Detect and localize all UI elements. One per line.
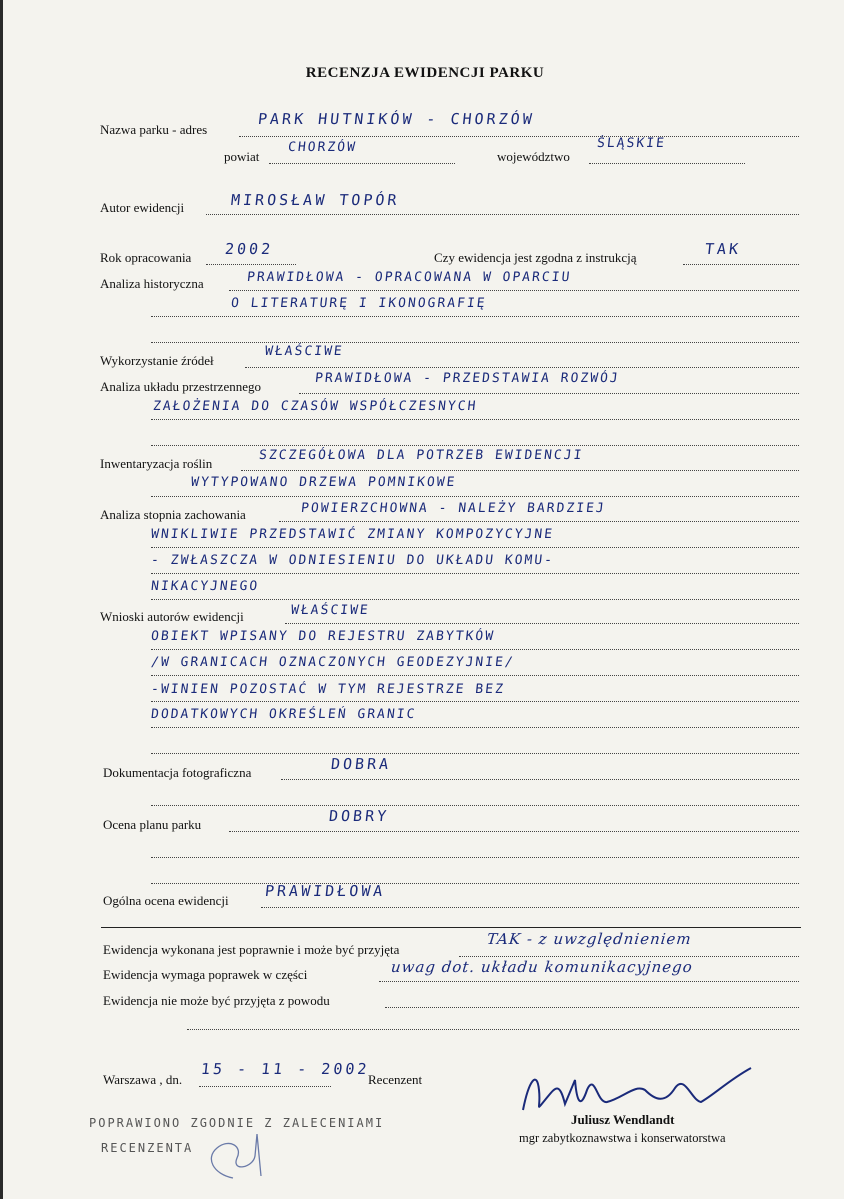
rejected-line-2: [187, 1029, 799, 1030]
reviewer-signature: [515, 1060, 765, 1120]
form-title: RECENZJA EWIDENCJI PARKU: [305, 65, 545, 81]
spatial-line-3: [151, 445, 799, 446]
conclusions-line-5: [151, 753, 799, 754]
historical-label: Analiza historyczna: [100, 276, 204, 291]
author-line: [206, 214, 799, 215]
historical-value-1: PRAWIDŁOWA - OPRACOWANA W OPARCIU: [246, 270, 573, 285]
compliance-line: [683, 264, 799, 265]
year-line: [206, 264, 296, 265]
spatial-value-1: PRAWIDŁOWA - PRZEDSTAWIA ROZWÓJ: [314, 371, 621, 386]
voivodeship-line: [589, 163, 745, 164]
corrections-value: uwag dot. układu komunikacyjnego: [390, 958, 694, 976]
photo-value: DOBRA: [330, 755, 393, 773]
plants-line-1: [241, 470, 799, 471]
place-date-label: Warszawa , dn.: [103, 1072, 183, 1087]
pencil-note-line-2: RECENZENTA: [101, 1141, 194, 1155]
plan-line-2: [151, 857, 799, 858]
plants-label: Inwentaryzacja roślin: [100, 456, 213, 471]
pencil-initials-mark: [203, 1128, 267, 1182]
preservation-line-3: [151, 573, 799, 574]
district-label: powiat: [224, 149, 260, 164]
spatial-label: Analiza układu przestrzennego: [100, 379, 261, 394]
conclusions-value-3: -WINIEN POZOSTAĆ W TYM REJESTRZE BEZ: [150, 682, 506, 697]
date-value: 15 - 11 - 2002: [200, 1060, 371, 1078]
reviewer-name: Juliusz Wendlandt: [571, 1112, 675, 1127]
sources-line: [245, 367, 799, 368]
author-value: MIROSŁAW TOPÓR: [230, 191, 401, 209]
photo-line-1: [281, 779, 799, 780]
plants-value-2: WYTYPOWANO DRZEWA POMNIKOWE: [190, 475, 458, 490]
preservation-line-4: [151, 599, 799, 600]
conclusions-value-2: /W GRANICACH OZNACZONYCH GEODEZYJNIE/: [150, 655, 516, 670]
historical-line-1: [229, 290, 799, 291]
historical-value-2: O LITERATURĘ I IKONOGRAFIĘ: [230, 296, 488, 311]
plants-line-2: [151, 496, 799, 497]
park-name-line: [239, 136, 799, 137]
plan-line-3: [151, 883, 799, 884]
accepted-label: Ewidencja wykonana jest poprawnie i może być przyjęta: [103, 942, 400, 957]
preservation-line-2: [151, 547, 799, 548]
overall-value: PRAWIDŁOWA: [264, 882, 387, 900]
plants-value-1: SZCZEGÓŁOWA DLA POTRZEB EWIDENCJI: [258, 448, 585, 463]
preservation-value-3: - ZWŁASZCZA W ODNIESIENIU DO UKŁADU KOMU-: [150, 553, 555, 568]
conclusions-label: Wnioski autorów ewidencji: [100, 609, 244, 624]
spatial-line-1: [299, 393, 799, 394]
rejected-line-1: [385, 1007, 799, 1008]
reviewer-title: mgr zabytkoznawstwa i konserwatorstwa: [519, 1131, 726, 1145]
year-value: 2002: [224, 240, 275, 258]
spatial-line-2: [151, 419, 799, 420]
sources-label: Wykorzystanie źródeł: [100, 353, 214, 368]
overall-line: [261, 907, 799, 908]
plan-label: Ocena planu parku: [103, 817, 202, 832]
reviewer-label: Recenzent: [368, 1072, 423, 1087]
rejected-label: Ewidencja nie może być przyjęta z powodu: [103, 993, 330, 1008]
photo-label: Dokumentacja fotograficzna: [103, 765, 252, 780]
author-label: Autor ewidencji: [100, 200, 185, 215]
conclusions-value-1: OBIEKT WPISANY DO REJESTRU ZABYTKÓW: [150, 629, 496, 644]
conclusions-line-3: [151, 701, 799, 702]
preservation-line-1: [279, 521, 799, 522]
district-line: [269, 163, 455, 164]
plan-line-1: [229, 831, 799, 832]
park-name-value: PARK HUTNIKÓW - CHORZÓW: [257, 110, 536, 128]
compliance-label: Czy ewidencja jest zgodna z instrukcją: [434, 250, 637, 265]
park-name-label: Nazwa parku - adres: [100, 122, 208, 137]
accepted-value: TAK - z uwzględnieniem: [486, 930, 693, 948]
voivodeship-value: ŚLĄSKIE: [596, 136, 667, 151]
date-line: [199, 1086, 331, 1087]
conclusions-value-4: DODATKOWYCH OKREŚLEŃ GRANIC: [150, 707, 418, 722]
year-label: Rok opracowania: [100, 250, 192, 265]
sources-value: WŁAŚCIWE: [264, 344, 345, 359]
preservation-value-4: NIKACYJNEGO: [150, 579, 260, 594]
district-value: CHORZÓW: [287, 140, 358, 155]
photo-line-2: [151, 805, 799, 806]
conclusions-line-2: [151, 675, 799, 676]
conclusions-value-0: WŁAŚCIWE: [290, 603, 371, 618]
accepted-line: [459, 956, 799, 957]
section-divider: [101, 927, 801, 928]
conclusions-line-0: [285, 623, 799, 624]
conclusions-line-4: [151, 727, 799, 728]
preservation-value-2: WNIKLIWIE PRZEDSTAWIĆ ZMIANY KOMPOZYCYJNE: [150, 527, 555, 542]
overall-label: Ogólna ocena ewidencji: [103, 893, 229, 908]
pencil-note-line-1: POPRAWIONO ZGODNIE Z ZALECENIAMI: [89, 1116, 385, 1130]
historical-line-2: [151, 316, 799, 317]
spatial-value-2: ZAŁOŻENIA DO CZASÓW WSPÓŁCZESNYCH: [152, 399, 479, 414]
compliance-value: TAK: [704, 240, 743, 258]
plan-value: DOBRY: [328, 807, 391, 825]
preservation-value-1: POWIERZCHOWNA - NALEŻY BARDZIEJ: [300, 501, 607, 516]
corrections-label: Ewidencja wymaga poprawek w części: [103, 967, 308, 982]
corrections-line: [379, 981, 799, 982]
preservation-label: Analiza stopnia zachowania: [100, 507, 246, 522]
voivodeship-label: województwo: [497, 149, 570, 164]
historical-line-3: [151, 342, 799, 343]
conclusions-line-1: [151, 649, 799, 650]
